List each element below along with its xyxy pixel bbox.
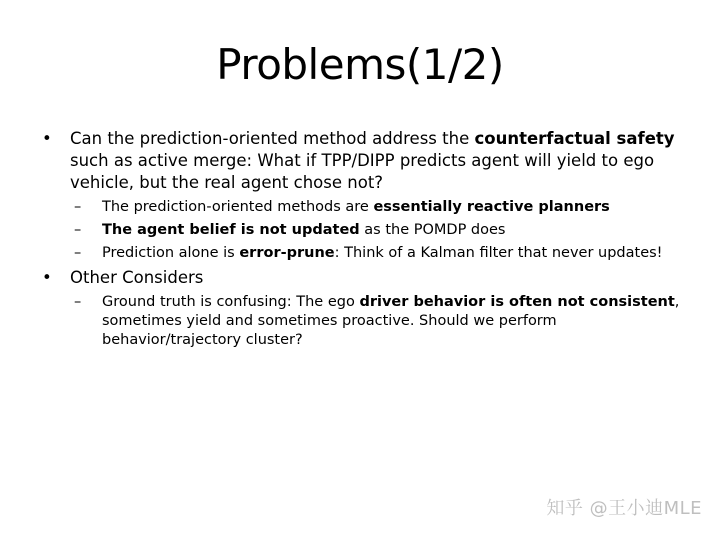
sub-bullet-agent-belief <box>40 221 690 240</box>
dash-icon: – <box>74 222 82 238</box>
dash-icon: – <box>74 199 82 215</box>
sub-bullet-text: as the POMDP does <box>359 222 506 238</box>
sub-bullet-reactive-planners <box>40 198 690 217</box>
bullet-icon: • <box>42 268 52 287</box>
bullet-text: Other Considers <box>70 268 204 287</box>
sub-bullet-bold-text: driver behavior is often not consistent <box>359 294 675 310</box>
sub-bullet-text: : Think of a Kalman filter that never updates! <box>334 245 663 261</box>
sub-bullet-error-prune <box>40 244 690 263</box>
dash-icon: – <box>74 294 82 310</box>
bullet-bold-text: counterfactual safety <box>474 129 675 148</box>
dash-icon: – <box>74 245 82 261</box>
bullet-other-considers <box>40 267 690 289</box>
slide-body <box>40 128 690 354</box>
sub-bullet-bold-text: essentially reactive planners <box>373 199 610 215</box>
bullet-counterfactual <box>40 128 690 194</box>
sub-bullet-text: The prediction-oriented methods are <box>102 199 374 215</box>
bullet-text: Can the prediction-oriented method address the <box>70 129 475 148</box>
sub-bullet-bold-text: The agent belief is not updated <box>102 222 360 238</box>
slide-title: Problems(1/2) <box>216 40 504 89</box>
sub-bullet-text: , sometimes yield and sometimes proactive. Should we perform behavior/trajectory cluster? <box>102 294 680 348</box>
sub-bullet-text: Ground truth is confusing: The ego <box>102 294 360 310</box>
sub-bullet-ground-truth <box>40 293 690 350</box>
bullet-text: such as active merge: What if TPP/DIPP predicts agent will yield to ego vehicle, but the real agent chose not? <box>70 151 655 192</box>
bullet-icon: • <box>42 129 52 148</box>
sub-bullet-text: Prediction alone is <box>102 245 240 261</box>
sub-bullet-bold-text: error-prune <box>239 245 335 261</box>
zhihu-watermark: 知乎 @王小迪MLE <box>546 498 702 519</box>
